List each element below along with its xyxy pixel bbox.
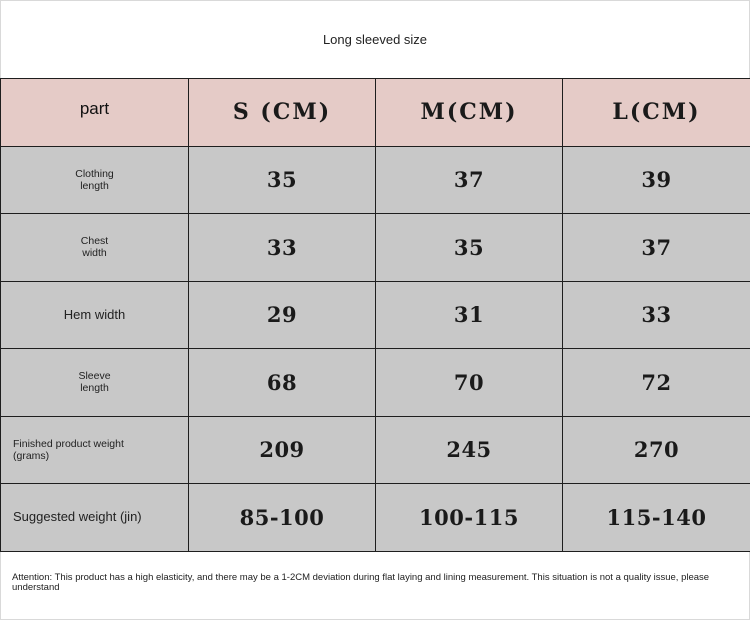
row-label <box>1 281 189 349</box>
table-row <box>1 214 750 282</box>
row-label <box>1 146 189 214</box>
row-label-line: length <box>80 179 109 192</box>
row-label-line: Sleeve <box>78 370 111 383</box>
header-row <box>1 79 750 147</box>
cell-value: 37 <box>563 214 750 282</box>
cell-value: 37 <box>376 146 563 214</box>
cell-value: 39 <box>563 146 750 214</box>
row-label-line: width <box>82 247 107 260</box>
cell-value: 270 <box>563 416 750 484</box>
size-chart-table <box>0 78 750 552</box>
cell-value: 85-100 <box>189 484 376 552</box>
table-row <box>1 484 750 552</box>
header-size-l: L(CM) <box>563 79 750 147</box>
cell-value: 209 <box>189 416 376 484</box>
row-label-line: Chest <box>80 235 109 248</box>
table-row <box>1 281 750 349</box>
cell-value: 33 <box>189 214 376 282</box>
table-row <box>1 416 750 484</box>
page-title: Long sleeved size <box>322 31 428 47</box>
row-label-line: Suggested weight (jin) <box>13 509 142 525</box>
cell-value: 70 <box>376 349 563 417</box>
header-size-m: M(CM) <box>376 79 563 147</box>
cell-value: 245 <box>376 416 563 484</box>
header-size-s: S (CM) <box>189 79 376 147</box>
attention-note: Attention: This product has a high elasticity, and there may be a 1-2CM deviation during flat laying and lining measurement. This situation is not a quality issue, please understand <box>12 572 710 593</box>
row-label <box>1 416 189 484</box>
cell-value: 31 <box>376 281 563 349</box>
row-label <box>1 484 189 552</box>
row-label <box>1 349 189 417</box>
row-label-line: length <box>80 382 109 395</box>
cell-value: 35 <box>189 146 376 214</box>
table-row <box>1 146 750 214</box>
row-label-line: Clothing <box>75 167 114 180</box>
table-row <box>1 349 750 417</box>
cell-value: 33 <box>563 281 750 349</box>
cell-value: 68 <box>189 349 376 417</box>
row-label-line: Finished product weight <box>13 437 124 450</box>
cell-value: 35 <box>376 214 563 282</box>
row-label-line: (grams) <box>13 449 50 462</box>
cell-value: 72 <box>563 349 750 417</box>
cell-value: 29 <box>189 281 376 349</box>
row-label-line: Hem width <box>63 306 126 322</box>
cell-value: 115-140 <box>563 484 750 552</box>
row-label <box>1 214 189 282</box>
header-part: part <box>1 79 189 147</box>
cell-value: 100-115 <box>376 484 563 552</box>
